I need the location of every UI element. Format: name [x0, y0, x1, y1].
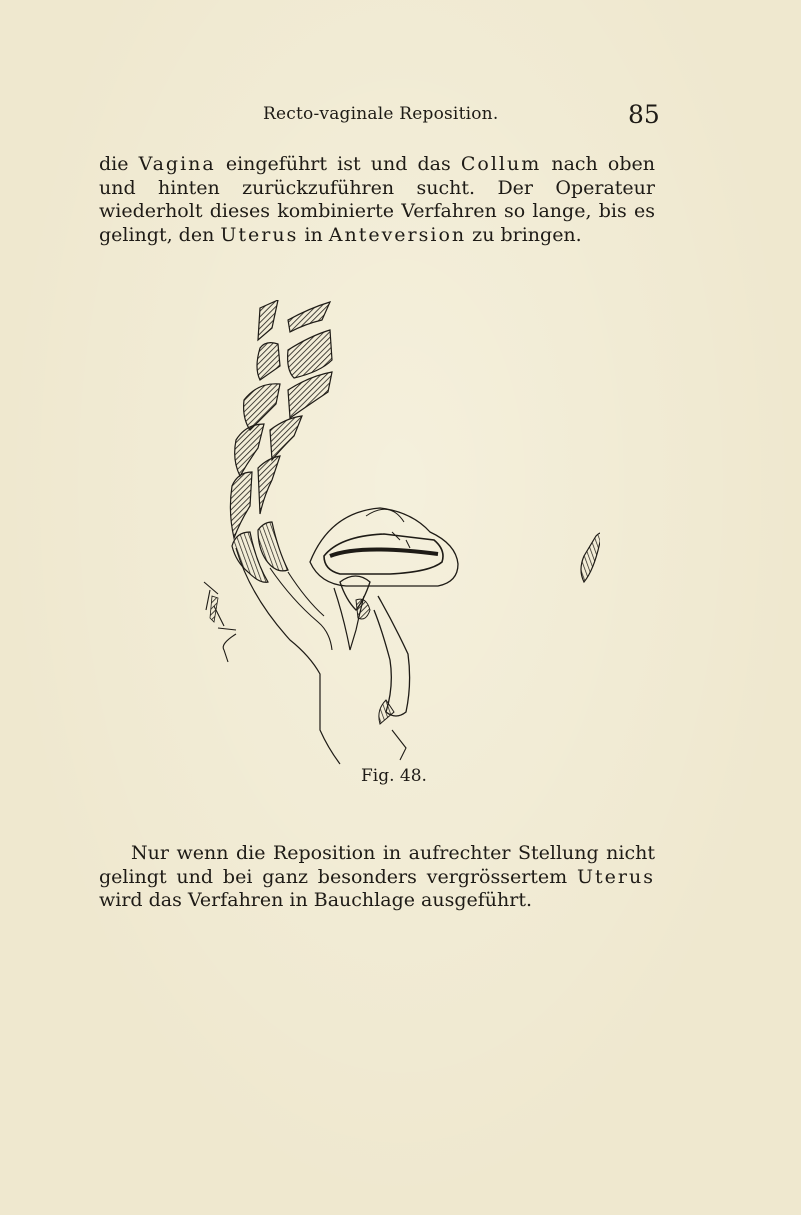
small-marks [392, 532, 410, 548]
rectal-hand [374, 596, 410, 716]
vertebra-3 [257, 343, 280, 380]
uterus-cavity [330, 549, 438, 556]
text-segment: in [298, 223, 329, 246]
vertebra-4 [288, 330, 332, 378]
uterine-fold [366, 509, 404, 522]
left-arrow-marks [204, 582, 236, 662]
text-segment: zu bringen. [466, 223, 582, 246]
term-uterus: Uterus [577, 865, 655, 888]
coccyx [258, 522, 288, 571]
finger-tip [356, 599, 370, 619]
vertebra-8 [270, 416, 302, 460]
perineum-line [236, 548, 340, 764]
figure-48-illustration [180, 300, 600, 770]
vertebra-9 [230, 472, 252, 538]
vertebra-6 [288, 372, 332, 418]
hand-lower-line [392, 730, 406, 760]
text-segment: eingeführt ist und das [215, 153, 461, 175]
anatomical-line-drawing [180, 300, 600, 770]
running-head [0, 100, 801, 134]
vaginal-wall [270, 568, 332, 650]
rectal-finger-detail [379, 700, 394, 724]
term-anteversion: Anteversion [328, 223, 467, 246]
term-collum: Collum [460, 153, 542, 175]
vertebra-10 [258, 456, 280, 514]
text-segment: nach oben und hinten zurückzuführen sucht. Der Operateur wiederholt dieses kombinierte Verfahren so lange, bis es gelingt, den [99, 153, 655, 246]
term-uterus: Uterus [220, 223, 299, 246]
paragraph-2 [99, 842, 655, 913]
text-segment: Nur wenn die Reposition in aufrechter Stellung nicht gelingt und bei ganz besonders vergrössertem [99, 842, 655, 888]
vertebra-5 [244, 384, 280, 430]
page-number: 85 [628, 100, 660, 129]
vertebra-1 [258, 300, 278, 340]
running-title: Recto-vaginale Reposition. [263, 104, 499, 124]
text-segment: wird das Verfahren in Bauchlage ausgeführt. [99, 889, 533, 911]
figure-caption: Fig. 48. [361, 766, 427, 786]
rectal-wall [288, 572, 324, 616]
symphysis [581, 533, 600, 582]
term-vagina: Vagina [138, 153, 216, 175]
text-segment: die [99, 153, 139, 175]
paragraph-1 [99, 153, 655, 247]
left-hatched-mark [210, 596, 218, 622]
vertebra-2 [288, 302, 330, 332]
